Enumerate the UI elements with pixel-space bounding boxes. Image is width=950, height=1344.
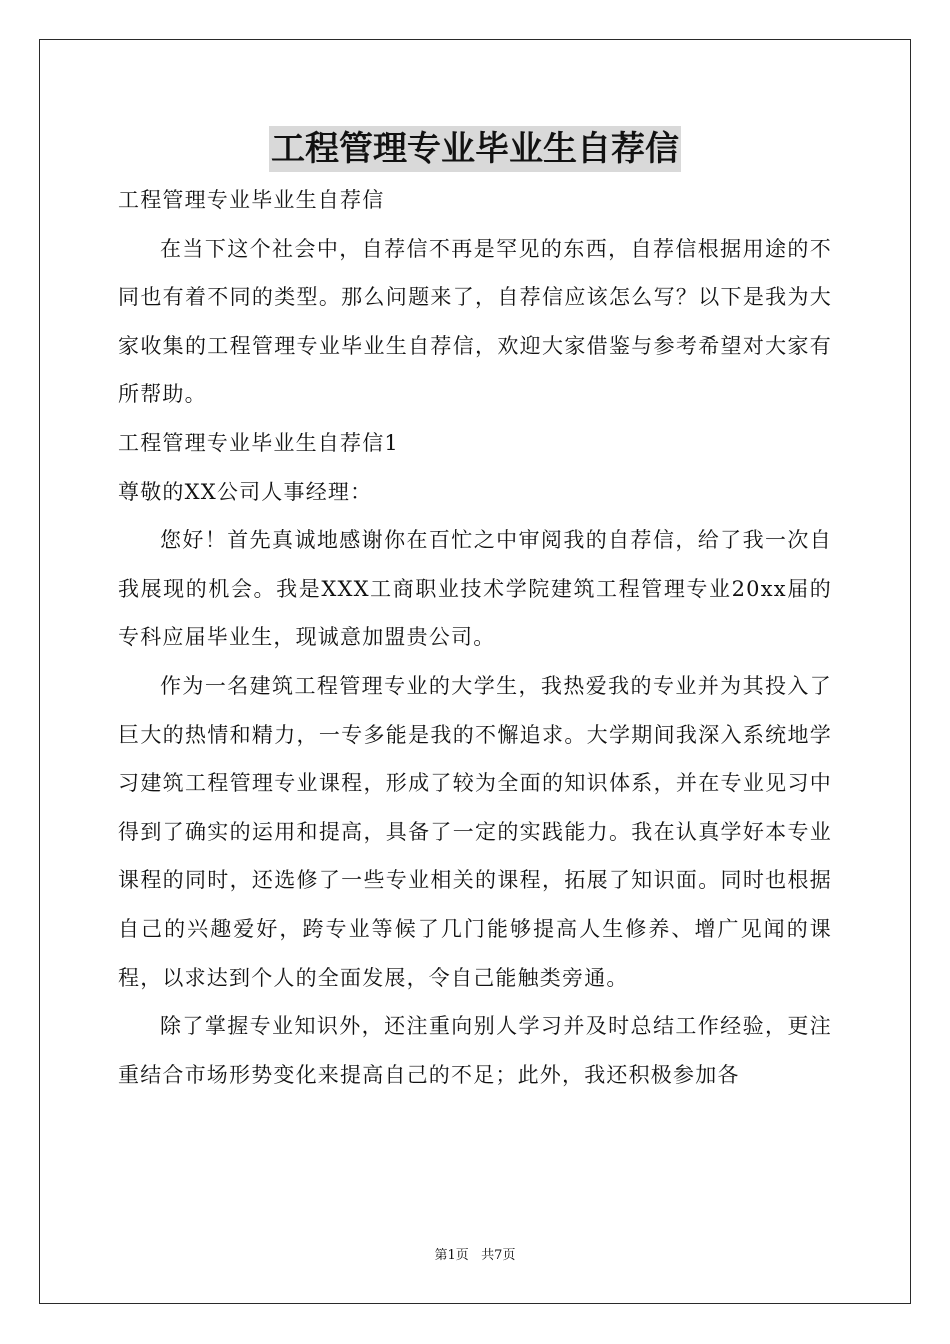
title-container <box>0 126 950 172</box>
document-body <box>118 176 832 1099</box>
paragraph: 尊敬的XX公司人事经理： <box>118 479 373 504</box>
paragraph: 您好！首先真诚地感谢你在百忙之中审阅我的自荐信，给了我一次自我展现的机会。我是XXX工商职业技术学院建筑工程管理专业20xx届的专科应届毕业生，现诚意加盟贵公司。 <box>118 528 832 650</box>
paragraph: 作为一名建筑工程管理专业的大学生，我热爱我的专业并为其投入了巨大的热情和精力，一专多能是我的不懈追求。大学期间我深入系统地学习建筑工程管理专业课程，形成了较为全面的知识体系，并在专业见习中得到了确实的运用和提高，具备了一定的实践能力。我在认真学好本专业课程的同时，还选修了一些专业相关的课程，拓展了知识面。同时也根据自己的兴趣爱好，跨专业等候了几门能够提高人生修养、增广见闻的课程，以求达到个人的全面发展，令自己能触类旁通。 <box>118 673 832 990</box>
paragraph: 在当下这个社会中，自荐信不再是罕见的东西，自荐信根据用途的不同也有着不同的类型。那么问题来了，自荐信应该怎么写？以下是我为大家收集的工程管理专业毕业生自荐信，欢迎大家借鉴与参考希望对大家有所帮助。 <box>118 236 832 407</box>
paragraph: 工程管理专业毕业生自荐信1 <box>118 430 399 455</box>
document-title: 工程管理专业毕业生自荐信 <box>269 126 681 172</box>
paragraph: 工程管理专业毕业生自荐信 <box>118 188 385 212</box>
page-footer <box>0 1247 950 1265</box>
page-number: 第1页 共7页 <box>434 1248 516 1263</box>
paragraph: 除了掌握专业知识外，还注重向别人学习并及时总结工作经验，更注重结合市场形势变化来提高自己的不足；此外，我还积极参加各 <box>118 1014 832 1087</box>
